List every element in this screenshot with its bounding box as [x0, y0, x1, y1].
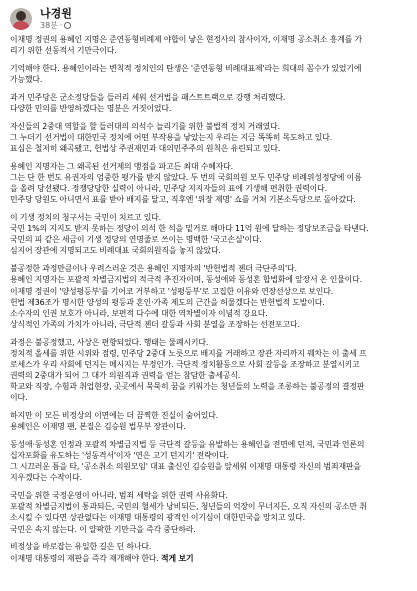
post-text: 정치적 올세를 위한 시위와 점령, 민주당 2중대 노릇으로 배지를 거래하고 장관 자리까지 꿰차는 이 출세 프 — [10, 348, 367, 358]
post-text: 자신들의 2중대 역할을 할 들러대의 의석수 늘리기를 위한 불법적 정치 거래였다. — [10, 121, 280, 131]
post-text: 이재명 정권의 용혜인 지명은 준연동형비례제 야합이 낳은 현정사의 참사이자, 이재명 공소취소 흥계를 가 — [10, 35, 362, 44]
post-text-line — [10, 183, 409, 194]
post-text-line — [10, 45, 409, 56]
post-text-line — [10, 461, 409, 472]
post-text-line — [10, 74, 409, 85]
post-text: 민주당 당원도 아니면서 표를 받아 배지를 달고, 직후엔 '위장 제명' 쇼를 거쳐 기본소득당으로 돌아갔다. — [10, 195, 356, 205]
post-text-line — [10, 359, 409, 370]
post-text: 이 기생 정치의 청구서는 국민이 치르고 있다. — [10, 213, 162, 223]
post-body — [10, 34, 409, 564]
post-text: 국민을 위한 국정운영이 아니라, 범죄 세탁을 위한 권력 사유화다. — [10, 491, 228, 501]
post-text-line — [10, 297, 409, 308]
post-text-line — [10, 63, 409, 74]
paragraph-gap — [10, 403, 409, 410]
post-text: 국민의 피 같은 세금이 기생 정당의 연명줄로 쓰이는 명백한 '국고손실'이다. — [10, 235, 262, 245]
post-text: 권력의 2중대가 되어 그 대가 의원직과 권력을 얻는 참담한 출세공식. — [10, 371, 241, 381]
post-text: 표심은 철저히 왜곡됐고, 헌법상 주권재민과 대의민주주의 원칙은 유린되고 있다. — [10, 144, 281, 154]
post-text-line — [10, 143, 409, 154]
post-text: 십자포화를 유도하는 '성동격서'이자 '연은 고기 던지기' 전략이다. — [10, 451, 229, 461]
post-text: 그는 단 한 번도 유권자의 엄중한 평가를 받지 않았다. 두 번의 국회의원 모두 민주당 비례위성정당에 이름 — [10, 173, 362, 183]
post-text-line — [10, 245, 409, 256]
post-header — [10, 4, 409, 34]
post-text-line — [10, 92, 409, 103]
post-text-line — [10, 172, 409, 183]
post-text-line — [10, 121, 409, 132]
post-text: 과거 민주당은 군소정당들을 들러리 세워 선거법을 패스트트랙으로 강행 처리했다. — [10, 92, 286, 102]
post-text: 헌법 제36조가 명시한 양성의 평등과 혼인·가족 제도의 근간을 허물겠다는 반헌법적 도발이다. — [10, 297, 325, 307]
paragraph-gap — [10, 432, 409, 439]
post-text-line — [10, 490, 409, 501]
post-text: 불공정한 과정만큼이나 우려스러운 것은 용혜인 지명자의 '반헌법적 젠더 극단주의'다. — [10, 264, 297, 274]
paragraph-gap — [10, 535, 409, 542]
post-meta — [40, 7, 72, 31]
post-text: 이재명 정권이 '양성평등부'를 기어코 거부하고 '성평등부'로 고집한 이유와 연장선상으로 보인다. — [10, 286, 334, 296]
post-text: 국민은 속지 않는다. 이 얄팍한 기만극을 즉각 중단하라. — [10, 524, 196, 534]
post-text: 심지어 장관에 지명되고도 비례대표 국회의원직을 놓지 않았다. — [10, 246, 221, 256]
post-text-line — [10, 512, 409, 523]
post-text: 그 누더기 선거법이 대한민국 정치에 어떤 부작용을 낳았는지 우리는 지금 똑똑히 목도하고 있다. — [10, 133, 333, 143]
post-text-line — [10, 381, 409, 392]
post-text: 지우겠다는 수작이다. — [10, 473, 82, 483]
post-text-line — [10, 194, 409, 205]
paragraph-gap — [10, 154, 409, 161]
paragraph-gap — [10, 56, 409, 63]
paragraph-gap — [10, 257, 409, 264]
post-text-line — [10, 410, 409, 421]
post-text: 로세스가 우리 사회에 던지는 메시지는 부정인가. 극단적 정치활동으로 사회 갈등을 조장하고 분열시키고 — [10, 359, 360, 369]
post-text: 포괄적 차별금지법이 통과되든, 국민의 혈세가 낭비되든, 청년들의 억장이 무너지든, 오직 자신의 공소만 취 — [10, 502, 367, 512]
post-text: 비정상을 바로잡는 유일한 길은 딘 하나다. — [10, 542, 152, 552]
post-text: 용혜인 지명자는 포괄적 차별금지법의 적극적 추진자이며, 동성애와 동성혼 합법화에 앞장서 온 인물이다. — [10, 275, 362, 285]
post-text: 가능했다. — [10, 75, 43, 85]
post-text: 리기 위한 선동적서 기만극이다. — [10, 46, 117, 56]
post-text: 이다. — [10, 393, 28, 403]
post-text-line — [10, 450, 409, 461]
post-text: 하지만 이 모든 비정상의 이면에는 더 끔찍한 진실이 숨어있다. — [10, 411, 219, 421]
post-text-line — [10, 370, 409, 381]
post-text: 을 올려 당선됐다. 정쟁당당한 실력이 아니라, 민주당 지지자들의 표에 기생해 편취한 권력이다. — [10, 184, 327, 194]
post-timestamp-row — [40, 20, 72, 31]
post-text-line — [10, 319, 409, 330]
post-text-line — [10, 524, 409, 535]
see-less-link[interactable]: 적게 보기 — [161, 553, 194, 563]
post-text: 다양한 민의를 반영하겠다는 명분은 거짓이었다. — [10, 104, 172, 114]
paragraph-gap — [10, 205, 409, 212]
post-text: 학교와 직장, 수험과 취업현장, 곳곳에서 묵묵히 꿈을 키워가는 청년들의 노력을 조롱하는 불공정의 결정판 — [10, 382, 365, 392]
post-text: 국민 1%의 지지도 받지 못하는 정당이 의석 한 석을 밑거로 해마다 11억 원에 달하는 정당보조금을 타낸다. — [10, 224, 369, 234]
post-text-line — [10, 161, 409, 172]
post-text-line — [10, 348, 409, 359]
post-text: 소수자의 인권 보호가 아니라, 보편적 다수에 대한 역차별이자 이념적 강요다. — [10, 308, 268, 318]
post-text-line — [10, 34, 409, 45]
post-text-line — [10, 223, 409, 234]
post-text-line — [10, 274, 409, 285]
post-text-line — [10, 234, 409, 245]
post-text-line — [10, 392, 409, 403]
separator-dot: · — [59, 21, 63, 30]
post-text-line — [10, 421, 409, 432]
post-text-line — [10, 472, 409, 483]
post-text-line — [10, 132, 409, 143]
post-text: 용혜인은 이재명 팬, 본질은 김승원 법무부 장관이다. — [10, 422, 186, 432]
post-text-line — [10, 263, 409, 274]
author-name[interactable]: 나경원 — [40, 7, 72, 20]
post-text: 용혜인 지명자는 그 왜곡된 선거제의 맹점을 파고든 최대 수혜자다. — [10, 162, 233, 172]
paragraph-gap — [10, 114, 409, 121]
paragraph-gap — [10, 483, 409, 490]
post-text-line — [10, 541, 409, 552]
post-text-line — [10, 501, 409, 512]
paragraph-gap — [10, 85, 409, 92]
author-avatar[interactable] — [10, 8, 32, 30]
post-text: 동성애·동성혼 인정과 포괄적 차별금지법 등 극단적 갈등을 유발하는 용혜인을 전면에 던져, 국민과 언론의 — [10, 440, 365, 450]
post-timestamp[interactable]: 38분 — [40, 21, 58, 30]
post-text-line — [10, 337, 409, 348]
post-text-line — [10, 103, 409, 114]
post-text: 상식적인 가족의 가치가 아니라, 극단적 젠더 갈등과 사회 분열을 조장하는 선전포고다. — [10, 319, 300, 329]
post-text-line — [10, 308, 409, 319]
post-text: 그 시끄러운 틈을 타, '공소취소 의원모임' 대표 출신인 김승원을 앞세워 이재명 대통령 자신의 범죄재판을 — [10, 462, 361, 472]
globe-icon — [64, 22, 71, 29]
post-text: 이재명 대통령의 재판을 즉각 재개해야 한다. — [10, 553, 159, 563]
paragraph-gap — [10, 330, 409, 337]
post-text: 기억해야 한다. 용혜인이라는 변칙적 정치인의 탄생은 '준연동형 비례대표제'라는 희대의 꼼수가 있었기에 — [10, 63, 362, 73]
post-text: 소시킬 수 있다면 상관없다는 이재명 대통령의 광적인 이기심이 대한민국을 망치고 있다. — [10, 513, 305, 523]
post-text: 과정은 불공정했고, 사상은 편향되었다. 행태는 물폐시키다. — [10, 337, 209, 347]
post-text-line — [10, 439, 409, 450]
post-text-line — [10, 212, 409, 223]
post-text-line — [10, 286, 409, 297]
post-text-line — [10, 553, 409, 564]
